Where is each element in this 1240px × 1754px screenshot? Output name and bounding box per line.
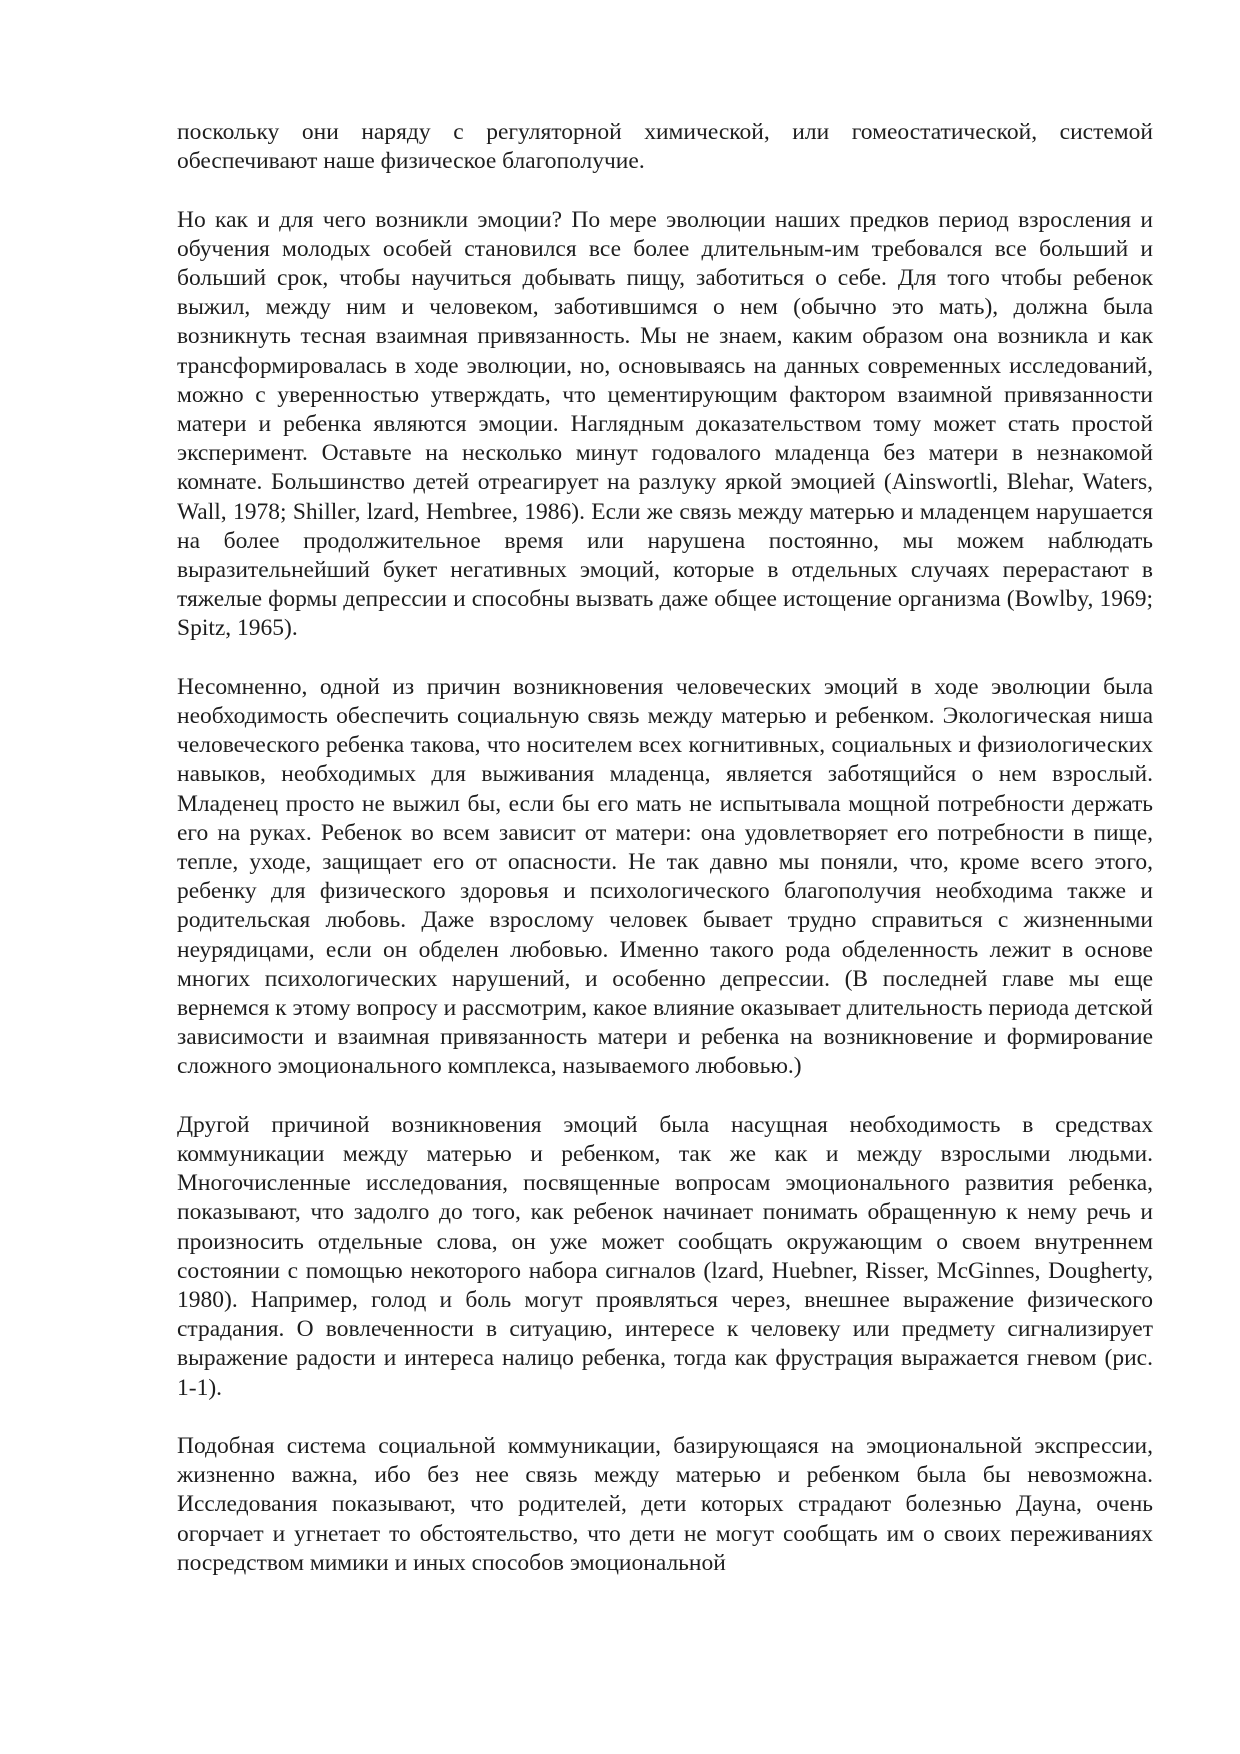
paragraph: Несомненно, одной из причин возникновения человеческих эмоций в ходе эволюции была необходимость обеспечить социальную связь между матерью и ребенком. Экологическая ниша человеческого ребенка такова, что носителем всех когнитивных, социальных и физиологических навыков, необходимых для выживания младенца, является заботящийся о нем взрослый. Младенец просто не выжил бы, если бы его мать не испытывала мощной потребности держать его на руках. Ребенок во всем зависит от матери: она удовлетворяет его потребности в пище, тепле, уходе, защищает его от опасности. Не так давно мы поняли, что, кроме всего этого, ребенку для физического здоровья и психологического благополучия необходима также и родительская любовь. Даже взрослому человек бывает трудно справиться с жизненными неурядицами, если он обделен любовью. Именно такого рода обделенность лежит в основе многих психологических нарушений, и особенно депрессии. (В последней главе мы еще вернемся к этому вопросу и рассмотрим, какое влияние оказывает длительность периода детской зависимости и взаимная привязанность матери и ребенка на возникновение и формирование сложного эмоционального комплекса, называемого любовью.) bbox=[177, 673, 1153, 1080]
paragraph: Но как и для чего возникли эмоции? По мере эволюции наших предков период взросления и обучения молодых особей становился все более длительным-им требовался все больший и больший срок, чтобы научиться добывать пищу, заботиться о себе. Для того чтобы ребенок выжил, между ним и человеком, заботившимся о нем (обычно это мать), должна была возникнуть тесная взаимная привязанность. Мы не знаем, каким образом она возникла и как трансформировалась в ходе эволюции, но, основываясь на данных современных исследований, можно с уверенностью утверждать, что цементирующим фактором взаимной привязанности матери и ребенка являются эмоции. Наглядным доказательством тому может стать простой эксперимент. Оставьте на несколько минут годовалого младенца без матери в незнакомой комнате. Большинство детей отреагирует на разлуку яркой эмоцией (Ainswortli, Blehar, Waters, Wall, 1978; Shiller, lzard, Hembree, 1986). Если же связь между матерью и младенцем нарушается на более продолжительное время или нарушена постоянно, мы можем наблюдать выразительнейший букет негативных эмоций, которые в отдельных случаях перерастают в тяжелые формы депрессии и способны вызвать даже общее истощение организма (Bowlby, 1969; Spitz, 1965). bbox=[177, 206, 1153, 642]
paragraph: Другой причиной возникновения эмоций была насущная необходимость в средствах коммуникации между матерью и ребенком, так же как и между взрослыми людьми. Многочисленные исследования, посвященные вопросам эмоционального развития ребенка, показывают, что задолго до того, как ребенок начинает понимать обращенную к нему речь и произносить отдельные слова, он уже может сообщать окружающим о своем внутреннем состоянии с помощью некоторого набора сигналов (lzard, Huebner, Risser, McGinnes, Dougherty, 1980). Например, голод и боль могут проявляться через, внешнее выражение физического страдания. О вовлеченности в ситуацию, интересе к человеку или предмету сигнализирует выражение радости и интереса налицо ребенка, тогда как фрустрация выражается гневом (рис. 1-1). bbox=[177, 1111, 1153, 1401]
body-text bbox=[177, 118, 1153, 1578]
paragraph: Подобная система социальной коммуникации, базирующаяся на эмоциональной экспрессии, жизненно важна, ибо без нее связь между матерью и ребенком была бы невозможна. Исследования показывают, что родителей, дети которых страдают болезнью Дауна, очень огорчает и угнетает то обстоятельство, что дети не могут сообщать им о своих переживаниях посредством мимики и иных способов эмоциональной bbox=[177, 1433, 1153, 1576]
paragraph: поскольку они наряду с регуляторной химической, или гомеостатической, системой обеспечивают наше физическое благополучие. bbox=[177, 119, 1153, 175]
